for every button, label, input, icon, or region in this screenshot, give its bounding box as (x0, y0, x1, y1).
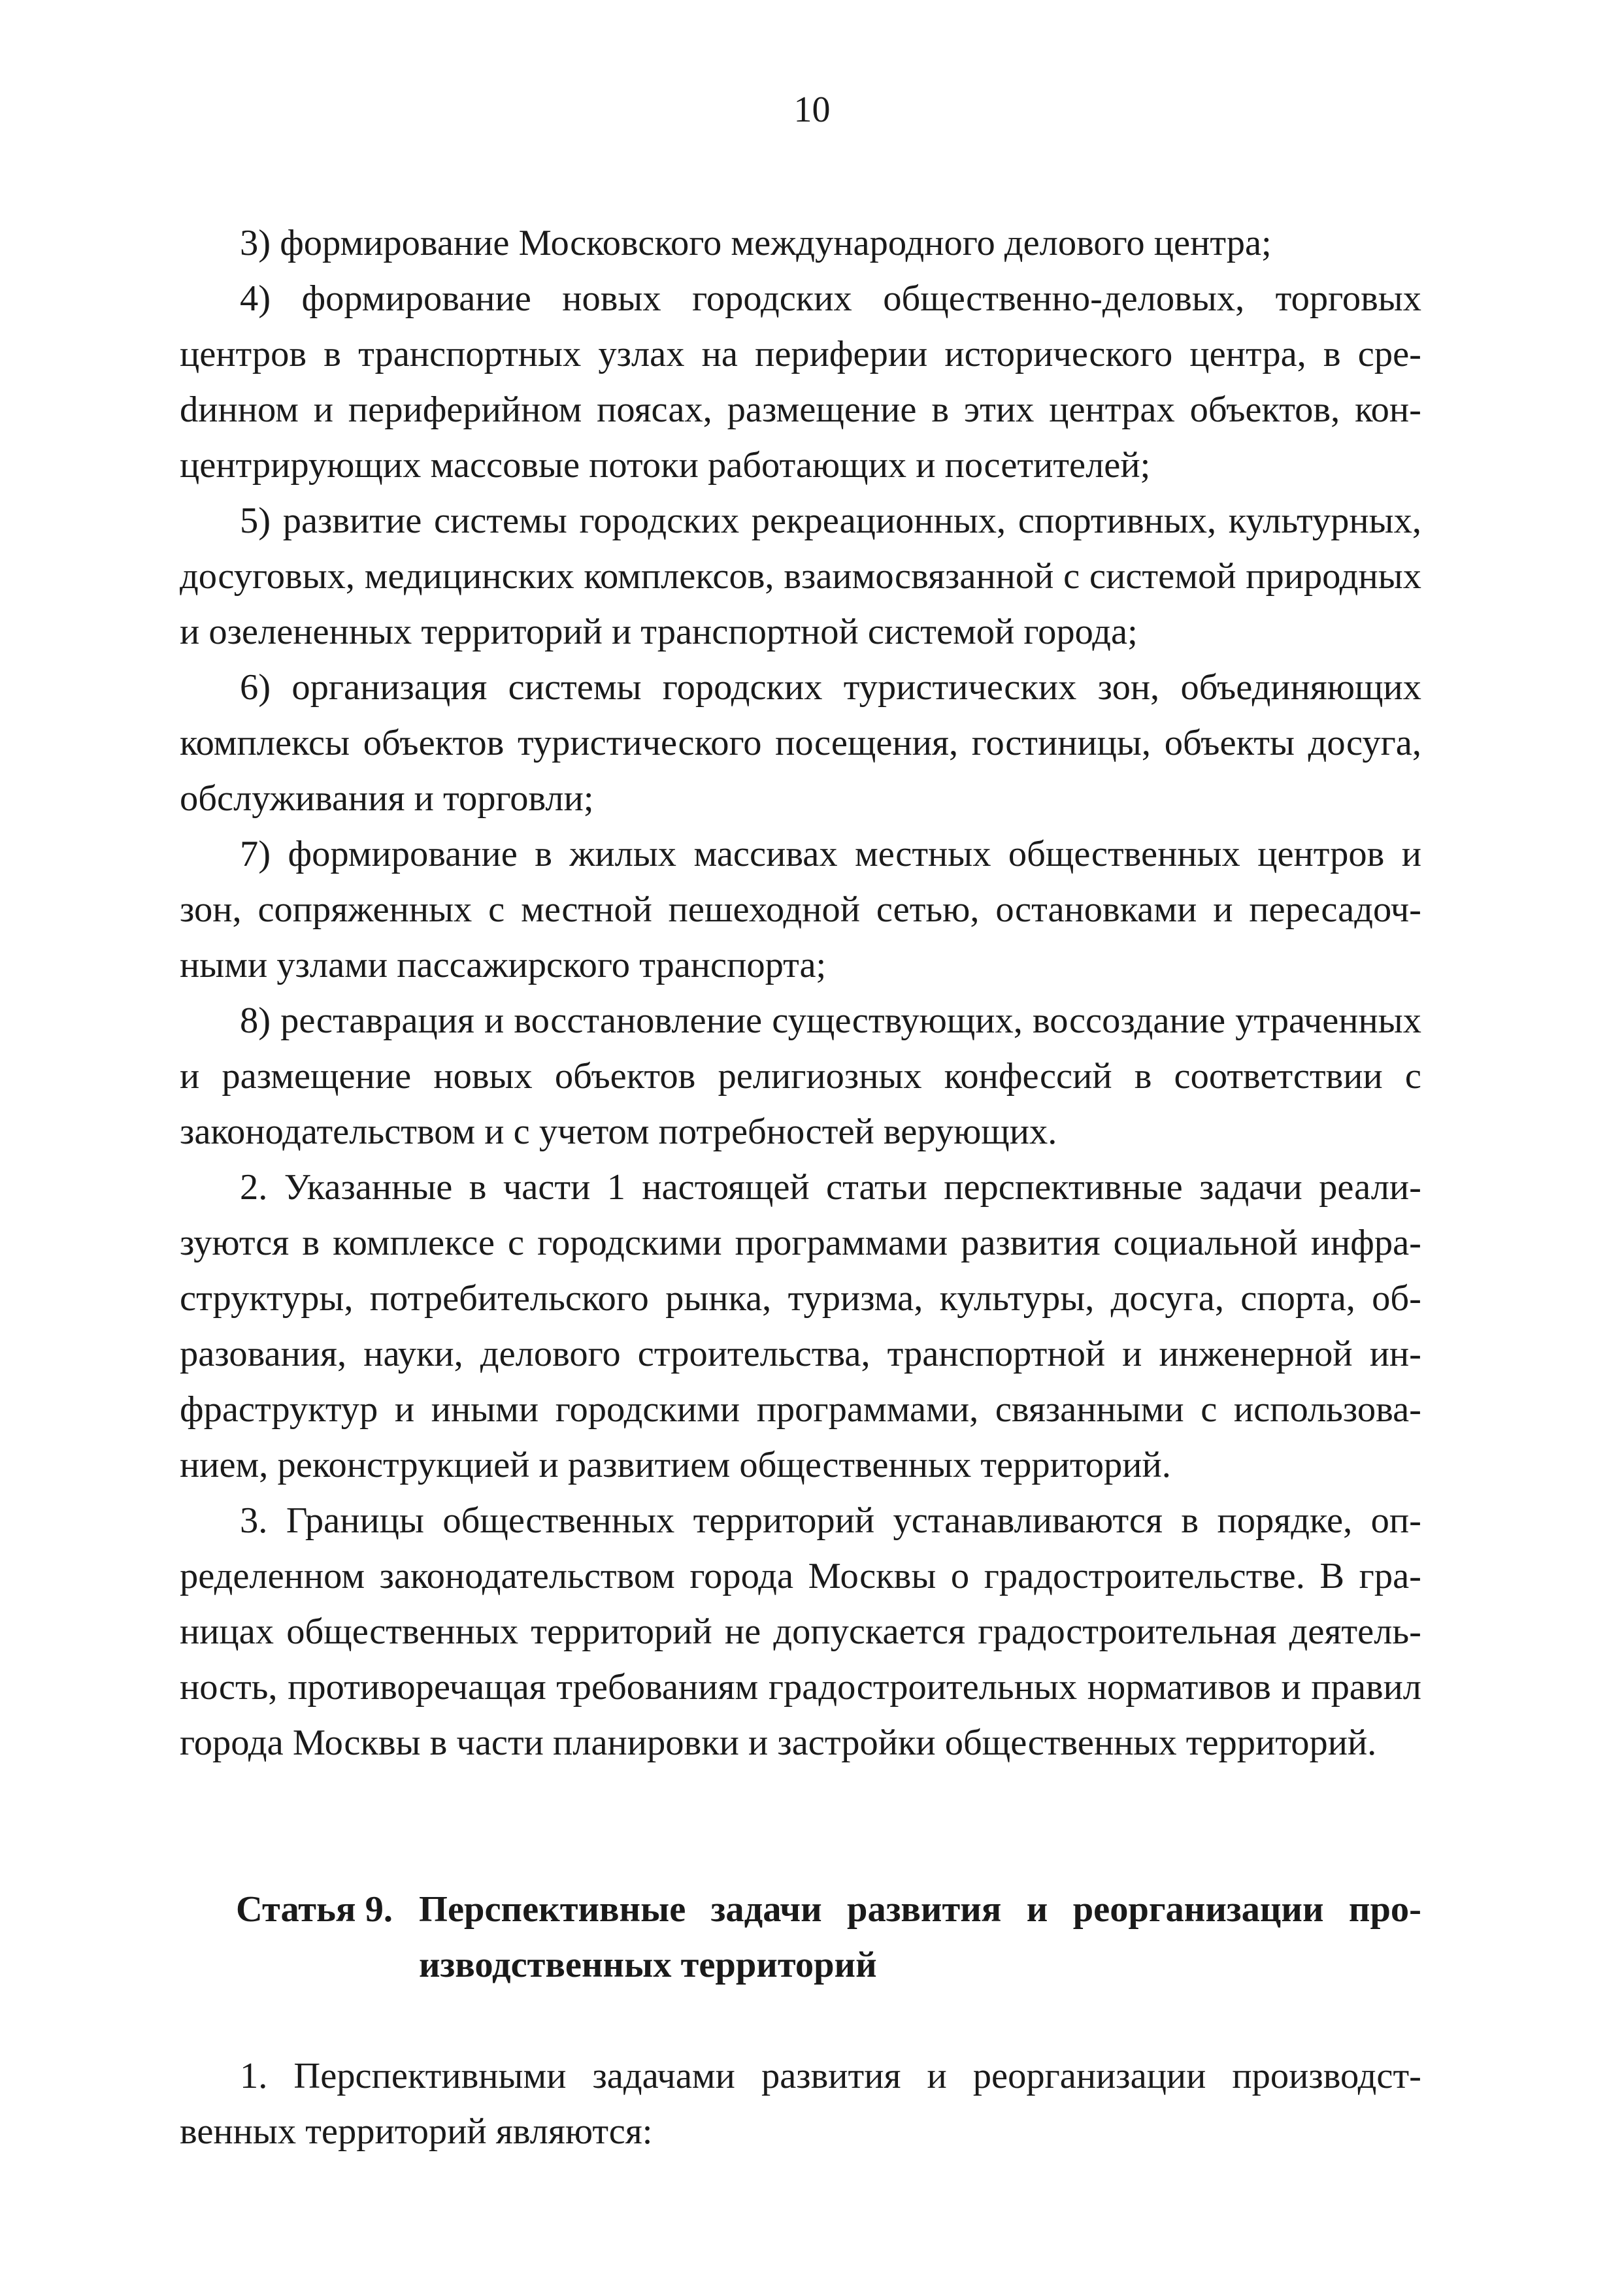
article-heading (236, 1882, 1421, 1993)
list-item-3: 3) формирование Московского международного делового центра; (240, 223, 1272, 263)
section-paragraph-3: 3. Границы общественных территорий устанавливаются в порядке, определенном законодательством города Москвы о градостроительстве. В границах общественных территорий не допускается градостроительная деятельность, противоречащая требованиям градостроительных нормативов и правил города Москвы в части планировки и застройки общественных территорий. (180, 1500, 1421, 1763)
page-number: 10 (793, 90, 831, 130)
list-item-5: 5) развитие системы городских рекреационных, спортивных, культурных, досуговых, медицинских комплексов, взаимосвязанной с системой природных и озелененных территорий и транспортной системой города; (180, 501, 1421, 652)
section-paragraph-2: 2. Указанные в части 1 настоящей статьи перспективные задачи реализуются в комплексе с городскими программами развития социальной инфраструктуры, потребительского рынка, туризма, культуры, досуга, спорта, образования, науки, делового строительства, транспортной и инженерной инфраструктур и иными городскими программами, связанными с использованием, реконструкцией и развитием общественных территорий. (180, 1167, 1421, 1485)
list-item-6: 6) организация системы городских туристических зон, объединяющих комплексы объектов туристического посещения, гостиницы, объекты досуга, обслуживания и торговли; (180, 667, 1421, 819)
list-item-7: 7) формирование в жилых массивах местных общественных центров и зон, сопряженных с местной пешеходной сетью, остановками и пересадочными узлами пассажирского транспорта; (180, 834, 1421, 985)
article-body (180, 2049, 1421, 2160)
list-item-8: 8) реставрация и восстановление существующих, воссоздание утраченных и размещение новых объектов религиозных конфессий в соответствии с законодательством и с учетом потребностей верующих. (180, 1000, 1421, 1152)
list-item-4: 4) формирование новых городских общественно-деловых, торговых центров в транспортных узлах на периферии исторического центра, в среdинном и периферийном поясах, размещение в этих центрах объектов, концентрирующих массовые потоки работающих и посетителей; (180, 278, 1421, 486)
document-body (180, 216, 1421, 1771)
article-paragraph-1: 1. Перспективными задачами развития и реорганизации производственных территорий являются: (180, 2056, 1421, 2152)
article-number: Статья 9. (236, 1889, 393, 1930)
article-title: Перспективные задачи развития и реорганизации производственных территорий (419, 1889, 1421, 1985)
